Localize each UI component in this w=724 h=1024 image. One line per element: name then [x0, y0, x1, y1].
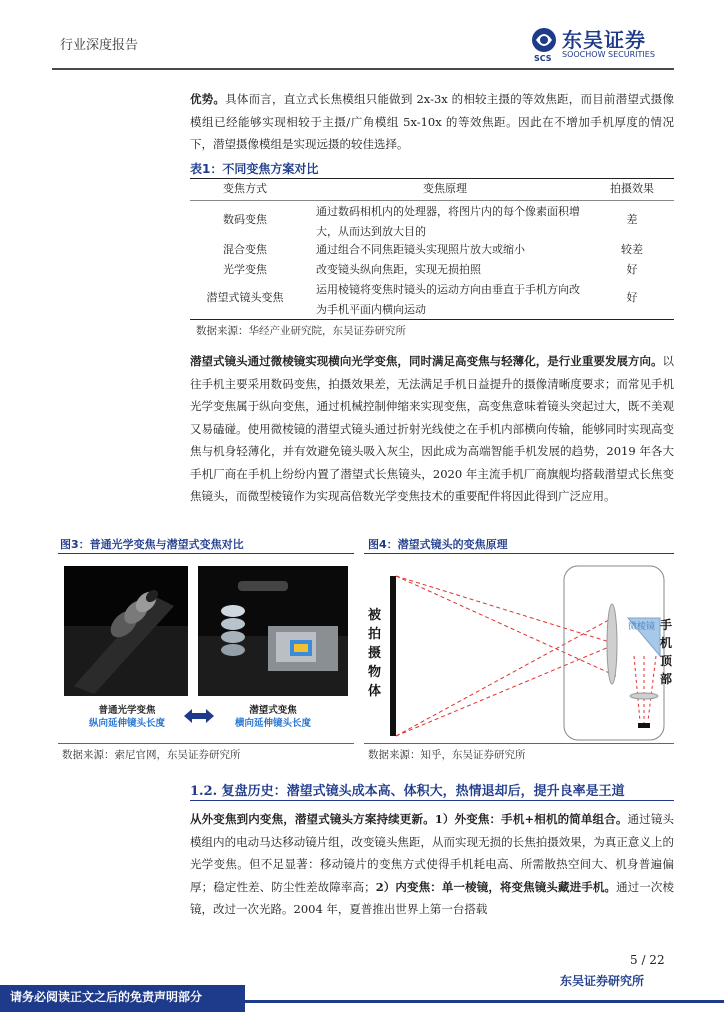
table-row — [190, 280, 674, 318]
page-number: 5 / 22 — [630, 953, 665, 967]
table-row — [190, 240, 674, 260]
compare-arrow-icon — [182, 706, 216, 730]
table-bottom-rule — [190, 319, 674, 320]
table-cell-effect: 好 — [626, 291, 638, 304]
body-paragraph-2 — [190, 350, 674, 508]
table-cell-effect: 较差 — [621, 243, 643, 256]
table-cell-method: 数码变焦 — [223, 213, 267, 226]
section-heading: 1.2. 复盘历史：潜望式镜头成本高、体积大，热情退却后，提升良率是王道 — [190, 784, 625, 799]
table-header-principle: 变焦原理 — [423, 182, 467, 195]
logo-mark-text: SCS — [534, 54, 552, 63]
report-type-label: 行业深度报告 — [60, 38, 139, 53]
figure-4-bottom-rule — [364, 743, 674, 744]
table-cell-principle: 通过数码相机内的处理器，将图片内的每个像素面积增大，从而达到放大目的 — [316, 205, 580, 238]
standard-zoom-caption — [72, 704, 182, 730]
table-cell-principle: 运用棱镜将变焦时镜头的运动方向由垂直于手机方向改为手机平面内横向运动 — [316, 283, 580, 316]
phone-top-label: 手机顶部 — [660, 618, 673, 686]
figure-4-title: 图4：潜望式镜头的变焦原理 — [368, 538, 508, 551]
header-divider — [52, 68, 674, 70]
standard-zoom-caption-2: 纵向延伸镜头长度 — [88, 718, 165, 729]
intro-lead: 优势。 — [190, 92, 226, 106]
figure-3-bottom-rule — [58, 743, 354, 744]
table-source: 数据来源：华经产业研究院，东吴证券研究所 — [196, 325, 406, 337]
figure-3-title-rule — [58, 553, 354, 554]
prism-label: 微棱镜 — [628, 622, 656, 632]
figure-4-diagram — [364, 556, 674, 742]
figure-4-source: 数据来源：知乎，东吴证券研究所 — [368, 749, 526, 761]
table-cell-effect: 差 — [626, 213, 638, 226]
footer-disclaimer: 请务必阅读正文之后的免责声明部分 — [10, 990, 203, 1004]
logo-cn-text: 东吴证券 — [562, 28, 646, 52]
standard-zoom-photo — [64, 566, 188, 696]
logo-en-text: SOOCHOW SECURITIES — [562, 50, 655, 59]
table-cell-method: 混合变焦 — [223, 243, 267, 256]
table-header-effect: 拍摄效果 — [610, 182, 654, 195]
table-row — [190, 260, 674, 280]
periscope-zoom-caption-1: 潜望式变焦 — [249, 705, 297, 716]
zoom-principle-icon — [364, 556, 674, 742]
periscope-zoom-caption — [218, 704, 328, 730]
para2-lead: 潜望式镜头通过微棱镜实现横向光学变焦，同时满足高变焦与轻薄化，是行业重要发展方向。 — [190, 354, 663, 368]
para3-lead-1: 从外变焦到内变焦，潜望式镜头方案持续更新。1）外变焦：手机+相机的简单组合。 — [190, 812, 628, 826]
figure-3-source: 数据来源：索尼官网，东吴证券研究所 — [62, 749, 241, 761]
intro-paragraph — [190, 88, 674, 156]
brand-logo — [528, 24, 670, 64]
section-heading-rule — [190, 800, 674, 801]
table-header-method: 变焦方式 — [223, 182, 267, 195]
figure-4-title-rule — [364, 553, 674, 554]
footer-org: 东吴证券研究所 — [560, 974, 645, 988]
body-paragraph-3 — [190, 808, 674, 921]
standard-zoom-caption-1: 普通光学变焦 — [98, 705, 156, 716]
figure-3-image — [58, 556, 354, 742]
table-cell-effect: 好 — [626, 263, 638, 276]
para2-text: 以往手机主要采用数码变焦，拍摄效果差，无法满足手机日益提升的摄像清晰度要求；而常见手机光学变焦属于纵向变焦，通过机械控制伸缩来实现变焦，高变焦意味着镜头突起过大，既不美观又易磕碰。使用微棱镜的潜望式镜头通过折射光线使之在手机内部横向传输，能够同时实现高变焦与机身轻薄化，并有效避免镜头吸入灰尘，因此成为高端智能手机发展的趋势，2019 年各大手机厂商在手机上纷纷内置了潜望式长焦镜头，2020 年主流手机厂商旗舰均搭载潜望式长焦变焦镜头，而微型棱镜作为实现高倍数光学变焦技术的重要配件将因此得到广泛应用。 — [190, 354, 674, 503]
table-cell-method: 潜望式镜头变焦 — [206, 291, 284, 304]
table-cell-principle: 通过组合不同焦距镜头实现照片放大或缩小 — [316, 243, 525, 256]
object-label: 被拍摄物体 — [368, 608, 382, 699]
table-title: 表1：不同变焦方案对比 — [190, 162, 319, 176]
table-header-row — [190, 178, 674, 200]
footer-band-line — [245, 1000, 724, 1003]
para3-text-2: 通过一次棱镜，改过一次光路。2004 年，夏普推出世界上第一台搭载 — [190, 879, 675, 916]
periscope-zoom-photo — [198, 566, 348, 696]
intro-text: 具体而言，直立式长焦模组只能做到 2x-3x 的相较主摄的等效焦距，而目前潜望式摄像模组已经能够实现相较于主摄/广角模组 5x-10x 的等效焦距。因此在不增加手机厚度的情况下，潜望摄像模组是实现远摄的较佳选择。 — [190, 92, 674, 151]
para3-lead-2: 2）内变焦：单一棱镜，将变焦镜头藏进手机。 — [375, 879, 617, 894]
table-cell-principle: 改变镜头纵向焦距，实现无损拍照 — [316, 263, 481, 276]
table-cell-method: 光学变焦 — [223, 263, 267, 276]
para3-text-1: 通过镜头模组内的电动马达移动镜片组，改变镜头焦距，从而实现无损的长焦拍摄效果，为真正意义上的光学变焦。但不足显著：移动镜片的变焦方式使得手机耗电高、所需散热空间大、机身普遍偏厚；稳定性差、防尘性差故障率高； — [190, 812, 674, 894]
table-row — [190, 202, 674, 240]
periscope-zoom-caption-2: 横向延伸镜头长度 — [234, 718, 311, 729]
table-header-rule — [190, 200, 674, 201]
figure-3-title: 图3：普通光学变焦与潜望式变焦对比 — [60, 538, 244, 551]
